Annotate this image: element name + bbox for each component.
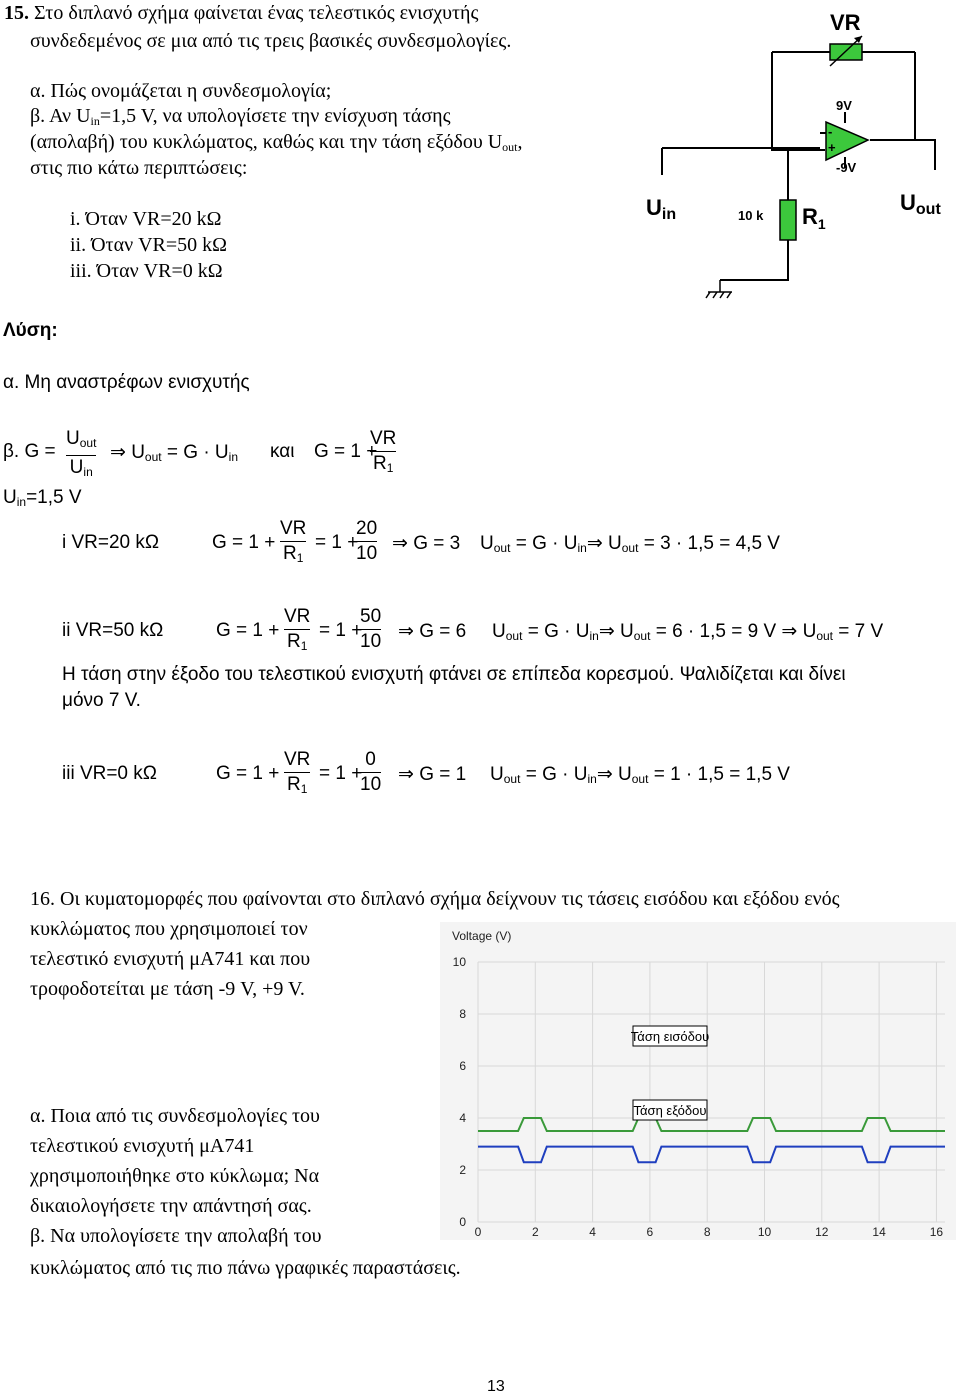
row-iii-vr-fraction: VR $R_1$ — [284, 749, 311, 796]
row-iii-eq: = 1 + — [319, 763, 363, 784]
q16-intro-line2: κυκλώματος που χρησιμοποιεί τον — [30, 918, 308, 940]
supply-minus-label: -9V — [836, 160, 857, 175]
q15-intro-line2: συνδεδεμένος σε μια από τις τρεις βασικές συνδεσμολογίες. — [30, 30, 512, 52]
solution-b-result: ⇒ $U_{out} = G \cdot U_{in}$ — [110, 442, 238, 464]
resistor-r1-icon — [780, 200, 796, 240]
gain-fraction-num: $U_{out}$ — [66, 428, 97, 450]
uin-label: Uin — [646, 195, 677, 223]
row-i-g-result: ⇒ G = 3 — [392, 533, 461, 554]
chart-x-tick-label: 0 — [474, 1225, 482, 1239]
q16-question-b-line2: κυκλώματος από τις πιο πάνω γραφικές παραστάσεις. — [30, 1257, 461, 1279]
page-number: 13 — [487, 1378, 505, 1395]
annotation-input — [631, 1026, 709, 1046]
chart-x-tick-label: 10 — [757, 1225, 772, 1239]
chart-y-tick-label: 8 — [459, 1007, 466, 1021]
row-ii-g: G = 1 + — [216, 620, 280, 641]
chart-x-tick-label: 2 — [531, 1225, 539, 1239]
saturation-note-line1: Η τάση στην έξοδο του τελεστικού ενισχυτή φτάνει σε επίπεδα κορεσμού. Ψαλιδίζεται και δίνει — [62, 664, 846, 685]
q15-case-3: iii. Όταν VR=0 kΩ — [70, 260, 223, 282]
q16-question-a-line4: δικαιολογήσετε την απάντησή σας. — [30, 1195, 312, 1217]
q15-intro-text: Στο διπλανό σχήμα φαίνεται ένας τελεστικός ενισχυτής — [34, 2, 479, 24]
row-i-vr-fraction: VR $R_1$ — [280, 518, 307, 565]
chart-y-tick-label: 0 — [459, 1215, 466, 1229]
uout-label: Uout — [900, 190, 941, 218]
row-iii-g-result: ⇒ G = 1 — [398, 764, 467, 785]
q15-b-l2-post: , — [517, 131, 523, 153]
q15-question-a: α. Πώς ονομάζεται η συνδεσμολογία; — [30, 80, 332, 102]
q16-question-b-line1: β. Να υπολογίσετε την απολαβή του — [30, 1225, 322, 1247]
q16-question-a-line3: χρησιμοποιήθηκε στο κύκλωμα; Να — [30, 1165, 320, 1187]
row-ii-num-fraction: 50 10 — [360, 606, 382, 652]
row-ii-eq: = 1 + — [319, 620, 363, 641]
q15-case-2: ii. Όταν VR=50 kΩ — [70, 234, 228, 256]
row-ii-label: ii VR=50 kΩ — [62, 620, 164, 641]
chart-x-tick-label: 16 — [929, 1225, 944, 1239]
q15-intro-line1 — [4, 2, 478, 25]
chart-x-tick-label: 4 — [589, 1225, 596, 1239]
row-ii-g-result: ⇒ G = 6 — [398, 621, 467, 642]
q15-question-b-line2 — [30, 131, 523, 155]
solution-a-answer: α. Μη αναστρέφων ενισχυτής — [3, 372, 250, 393]
variable-resistor-icon — [830, 36, 862, 66]
chart-y-tick-label: 2 — [459, 1163, 466, 1177]
q15-question-b-line1 — [30, 105, 451, 129]
chart-y-tick-label: 4 — [459, 1111, 466, 1125]
ground-icon — [706, 280, 732, 298]
row-iii-g: G = 1 + — [216, 763, 280, 784]
q16-intro-line1: 16. Οι κυματομορφές που φαίνονται στο διπλανό σχήμα δείχνουν τις τάσεις εισόδου και εξόδου ενός — [30, 888, 840, 910]
q15-b-l2-pre: (απολαβή) του κυκλώματος, καθώς και την τάση εξόδου U — [30, 131, 503, 153]
solution-label: Λύση: — [3, 320, 58, 341]
supply-plus-label: 9V — [836, 98, 852, 113]
q15-b-l1-pre: β. Αν U — [30, 105, 91, 127]
opamp-minus-sign: - — [828, 124, 833, 139]
vr-label: VR — [830, 10, 861, 35]
row-iii-label: iii VR=0 kΩ — [62, 763, 157, 784]
chart-y-tick-label: 6 — [459, 1059, 466, 1073]
q15-number: 15. — [4, 2, 29, 24]
row-iii-calc: $U_{out} = G$ · $U_{in}\Rightarrow$ $U_{out} = 1 \cdot 1,5 = 1,5$ V — [490, 764, 790, 786]
annotation-output-text: Τάση εξόδου — [633, 1103, 707, 1118]
gain-vr-fraction-den: $R_1$ — [372, 453, 394, 475]
opamp-plus-sign: + — [828, 140, 836, 155]
row-i-num-fraction: 20 10 — [356, 518, 378, 564]
opamp-circuit-diagram — [630, 0, 960, 310]
row-ii-calc: $U_{out} = G$ · $U_{in}\Rightarrow$ $U_{out} = 6 \cdot 1,5 = 9$ V ⇒ $U_{out} = 7$ V — [492, 621, 884, 643]
solution-g-eq: G = 1 + — [314, 441, 378, 462]
q16-intro-line3: τελεστικό ενισχυτή μΑ741 και που — [30, 948, 311, 970]
row-i-label: i VR=20 kΩ — [62, 532, 160, 553]
r1-label: $R_1$ — [802, 204, 826, 232]
chart-background — [440, 922, 956, 1240]
q16-question-a-line2: τελεστικού ενισχυτή μΑ741 — [30, 1135, 255, 1157]
q15-b-l1-sub: in — [90, 114, 100, 128]
gain-fraction — [66, 428, 96, 483]
circuit-wires — [662, 52, 935, 280]
solution-uin-given: $U_{in}=1,5$ V — [3, 487, 82, 509]
solution-b-prefix: β. G = — [3, 441, 56, 462]
annotation-output — [633, 1100, 707, 1120]
q15-b-l2-sub: out — [502, 140, 518, 154]
solution-kai: και — [270, 441, 295, 462]
row-iii-num-fraction: 0 10 — [360, 749, 382, 795]
chart-x-tick-label: 8 — [703, 1225, 711, 1239]
gain-vr-fraction — [370, 428, 396, 479]
q15-case-1: i. Όταν VR=20 kΩ — [70, 208, 222, 230]
chart-y-tick-label: 10 — [452, 955, 466, 969]
r1-value-label: 10 k — [738, 208, 764, 223]
gain-fraction-den: $U_{in}$ — [69, 457, 93, 479]
row-i-calc: $U_{out} = G$ · $U_{in}\Rightarrow$ $U_{out} = 3 \cdot 1,5 = 4,5$ V — [480, 533, 780, 555]
q15-question-b-line3: στις πιο κάτω περιπτώσεις: — [30, 157, 248, 179]
chart-x-tick-label: 14 — [872, 1225, 886, 1239]
row-i-g: G = 1 + — [212, 532, 276, 553]
row-ii-vr-fraction: VR $R_1$ — [284, 606, 311, 653]
row-i-eq: = 1 + — [315, 532, 359, 553]
gain-vr-fraction-num: VR — [370, 428, 397, 449]
q16-intro-line4: τροφοδοτείται με τάση -9 V, +9 V. — [30, 978, 305, 1000]
q15-b-l1-post: =1,5 V, να υπολογίσετε την ενίσχυση τάσης — [99, 105, 451, 127]
q16-question-a-line1: α. Ποια από τις συνδεσμολογίες του — [30, 1105, 320, 1127]
chart-title: Voltage (V) — [452, 929, 512, 943]
voltage-chart — [440, 922, 956, 1240]
chart-x-tick-label: 12 — [815, 1225, 829, 1239]
annotation-input-text: Τάση εισόδου — [630, 1029, 710, 1044]
chart-x-tick-label: 6 — [646, 1225, 654, 1239]
saturation-note-line2: μόνο 7 V. — [62, 690, 141, 711]
